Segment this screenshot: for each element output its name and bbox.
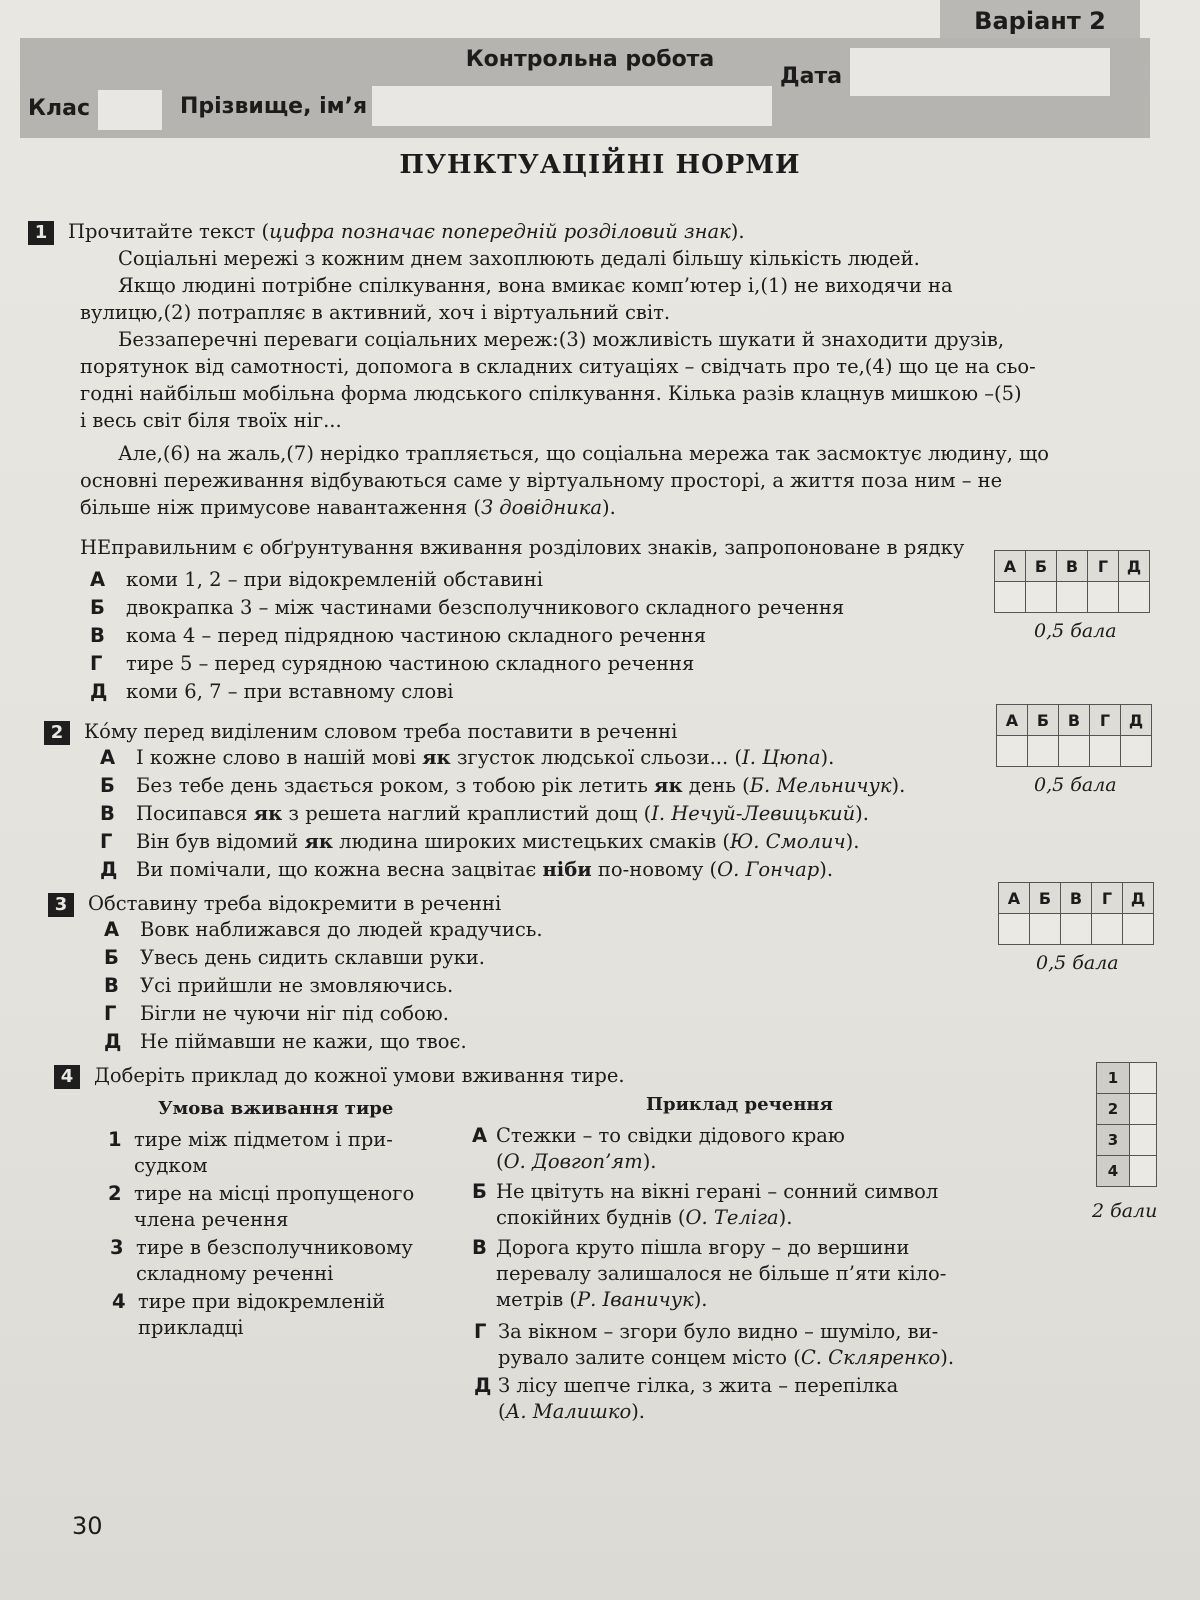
grid-header: Б bbox=[1026, 551, 1057, 582]
header bbox=[20, 0, 1170, 140]
q4-answer-grid bbox=[1096, 1062, 1157, 1187]
q4-condition: 2 тире на місці пропущеного bbox=[108, 1182, 415, 1205]
grid-header: А bbox=[999, 883, 1030, 914]
q4-example: Б Не цвітуть на вікні герані – сонний символ bbox=[472, 1180, 939, 1203]
q2-score: 0,5 бала bbox=[1034, 774, 1117, 796]
answer-cell[interactable] bbox=[995, 582, 1026, 613]
q4-example-cont: рувало залите сонцем місто (С. Скляренко). bbox=[498, 1346, 955, 1369]
q1-option: Г тире 5 – перед сурядною частиною складного речення bbox=[90, 652, 695, 675]
name-field[interactable] bbox=[372, 86, 772, 126]
grid-header: Д bbox=[1123, 883, 1154, 914]
q3-option: Г Бігли не чуючи ніг під собою. bbox=[104, 1002, 449, 1025]
grid-row-number: 1 bbox=[1097, 1063, 1130, 1094]
q4-condition-cont: прикладці bbox=[138, 1316, 244, 1339]
answer-cell[interactable] bbox=[1119, 582, 1150, 613]
q2-answer-grid bbox=[996, 704, 1152, 767]
q2-option: Д Ви помічали, що кожна весна зацвітає ніби по-новому (О. Гончар). bbox=[100, 858, 834, 881]
q3-question: 3 Обставину треба відокремити в реченні bbox=[48, 890, 501, 917]
answer-cell[interactable] bbox=[1123, 914, 1154, 945]
q1-question: НЕправильним є обґрунтування вживання розділових знаків, запропоноване в рядку bbox=[80, 536, 965, 559]
q1-text-line: основні переживання відбуваються саме у віртуальному просторі, а життя поза ним – не bbox=[80, 469, 1003, 492]
q1-option: Б двокрапка 3 – між частинами безсполучникового складного речення bbox=[90, 596, 845, 619]
q4-condition-cont: складному реченні bbox=[136, 1262, 334, 1285]
grid-header: В bbox=[1061, 883, 1092, 914]
q2-option: В Посипався як з решета наглий краплистий дощ (І. Нечуй-Левицький). bbox=[100, 802, 869, 825]
grid-header: Г bbox=[1092, 883, 1123, 914]
q4-example-cont: (А. Малишко). bbox=[498, 1400, 646, 1423]
grid-row-number: 4 bbox=[1097, 1156, 1130, 1187]
grid-header: Б bbox=[1030, 883, 1061, 914]
grid-row-number: 3 bbox=[1097, 1125, 1130, 1156]
q4-example: Д З лісу шепче гілка, з жита – перепілка bbox=[474, 1374, 899, 1397]
q1-score: 0,5 бала bbox=[1034, 620, 1117, 642]
class-label: Клас bbox=[28, 96, 90, 121]
variant-label: Варіант 2 bbox=[940, 0, 1140, 42]
q4-example-cont: метрів (Р. Іваничук). bbox=[496, 1288, 708, 1311]
answer-cell[interactable] bbox=[1026, 582, 1057, 613]
answer-cell[interactable] bbox=[997, 736, 1028, 767]
q4-condition: 4 тире при відокремленій bbox=[112, 1290, 386, 1313]
grid-header: В bbox=[1057, 551, 1088, 582]
grid-header: Г bbox=[1090, 705, 1121, 736]
q1-text-line: Беззаперечні переваги соціальних мереж:(3) можливість шукати й знаходити друзів, bbox=[118, 328, 1005, 351]
header-bar bbox=[20, 38, 1150, 138]
q4-condition-cont: члена речення bbox=[134, 1208, 289, 1231]
answer-cell[interactable] bbox=[1090, 736, 1121, 767]
q3-score: 0,5 бала bbox=[1036, 952, 1119, 974]
answer-cell[interactable] bbox=[1130, 1156, 1157, 1187]
q3-number: 3 bbox=[48, 893, 74, 917]
q4-example: В Дорога круто пішла вгору – до вершини bbox=[472, 1236, 910, 1259]
q4-example-cont: спокійних буднів (О. Теліга). bbox=[496, 1206, 793, 1229]
grid-header: А bbox=[995, 551, 1026, 582]
q1-instruction: 1 Прочитайте текст (цифра позначає попередній розділовий знак). bbox=[28, 218, 745, 245]
answer-cell[interactable] bbox=[1059, 736, 1090, 767]
q1-text-line: Соціальні мережі з кожним днем захоплюють дедалі більшу кількість людей. bbox=[118, 247, 920, 270]
answer-cell[interactable] bbox=[1130, 1094, 1157, 1125]
q1-number: 1 bbox=[28, 221, 54, 245]
q4-example-cont: (О. Довгоп’ят). bbox=[496, 1150, 657, 1173]
q1-text-line: порятунок від самотності, допомога в складних ситуаціях – свідчать про те,(4) що це на сьо- bbox=[80, 355, 1036, 378]
name-label: Прізвище, ім’я bbox=[180, 94, 368, 119]
q3-option: Д Не піймавши не кажи, що твоє. bbox=[104, 1030, 467, 1053]
grid-header: Б bbox=[1028, 705, 1059, 736]
answer-cell[interactable] bbox=[1028, 736, 1059, 767]
grid-header: Д bbox=[1119, 551, 1150, 582]
grid-header: Г bbox=[1088, 551, 1119, 582]
q2-option: Г Він був відомий як людина широких мистецьких смаків (Ю. Смолич). bbox=[100, 830, 860, 853]
q4-condition-cont: судком bbox=[134, 1154, 208, 1177]
page-title: ПУНКТУАЦІЙНІ НОРМИ bbox=[399, 150, 801, 180]
q3-option: Б Увесь день сидить склавши руки. bbox=[104, 946, 485, 969]
q3-option: А Вовк наближався до людей крадучись. bbox=[104, 918, 543, 941]
q4-left-header: Умова вживання тире bbox=[158, 1098, 394, 1119]
grid-header: А bbox=[997, 705, 1028, 736]
q4-example: А Стежки – то свідки дідового краю bbox=[472, 1124, 845, 1147]
page-number: 30 bbox=[72, 1512, 103, 1540]
test-title: Контрольна робота bbox=[465, 46, 715, 72]
q2-number: 2 bbox=[44, 721, 70, 745]
answer-cell[interactable] bbox=[1088, 582, 1119, 613]
q1-text-line: Якщо людині потрібне спілкування, вона вмикає комп’ютер і,(1) не виходячи на bbox=[118, 274, 953, 297]
answer-cell[interactable] bbox=[999, 914, 1030, 945]
q2-question: 2 Кóму перед виділеним словом треба поставити в реченні bbox=[44, 718, 677, 745]
date-field[interactable] bbox=[850, 48, 1110, 96]
grid-header: В bbox=[1059, 705, 1090, 736]
grid-header: Д bbox=[1121, 705, 1152, 736]
q1-option: А коми 1, 2 – при відокремленій обставині bbox=[90, 568, 544, 591]
q1-option: В кома 4 – перед підрядною частиною складного речення bbox=[90, 624, 707, 647]
answer-cell[interactable] bbox=[1057, 582, 1088, 613]
class-field[interactable] bbox=[98, 90, 162, 130]
answer-cell[interactable] bbox=[1030, 914, 1061, 945]
q4-question: 4 Доберіть приклад до кожної умови вживання тире. bbox=[54, 1062, 625, 1089]
grid-row-number: 2 bbox=[1097, 1094, 1130, 1125]
q4-condition: 1 тире між підметом і при- bbox=[108, 1128, 393, 1151]
q2-option: А І кожне слово в нашій мові як згусток людської сльози... (І. Цюпа). bbox=[100, 746, 835, 769]
q1-text-line: вулицю,(2) потрапляє в активний, хоч і віртуальний світ. bbox=[80, 301, 671, 324]
q4-number: 4 bbox=[54, 1065, 80, 1089]
q4-right-header: Приклад речення bbox=[646, 1094, 833, 1115]
q1-text-line: годні найбільш мобільна форма людського спілкування. Кілька разів клацнув мишкою –(5) bbox=[80, 382, 1022, 405]
answer-cell[interactable] bbox=[1092, 914, 1123, 945]
q4-condition: 3 тире в безсполучниковому bbox=[110, 1236, 413, 1259]
q4-score: 2 бали bbox=[1092, 1200, 1158, 1222]
answer-cell[interactable] bbox=[1130, 1125, 1157, 1156]
q1-answer-grid bbox=[994, 550, 1150, 613]
date-label: Дата bbox=[780, 64, 843, 89]
q1-option: Д коми 6, 7 – при вставному слові bbox=[90, 680, 454, 703]
q3-answer-grid bbox=[998, 882, 1154, 945]
answer-cell[interactable] bbox=[1130, 1063, 1157, 1094]
q2-option: Б Без тебе день здається роком, з тобою рік летить як день (Б. Мельничук). bbox=[100, 774, 906, 797]
q4-example-cont: перевалу залишалося не більше п’яти кіло- bbox=[496, 1262, 947, 1285]
q1-text-line: Але,(6) на жаль,(7) нерідко трапляється, що соціальна мережа так засмоктує людину, що bbox=[118, 442, 1050, 465]
q3-option: В Усі прийшли не змовляючись. bbox=[104, 974, 454, 997]
answer-cell[interactable] bbox=[1061, 914, 1092, 945]
q1-text-line: більше ніж примусове навантаження (З довідника). bbox=[80, 496, 616, 519]
q1-text-line: і весь світ біля твоїх ніг... bbox=[80, 409, 342, 432]
answer-cell[interactable] bbox=[1121, 736, 1152, 767]
q4-example: Г За вікном – згори було видно – шуміло, ви- bbox=[474, 1320, 939, 1343]
